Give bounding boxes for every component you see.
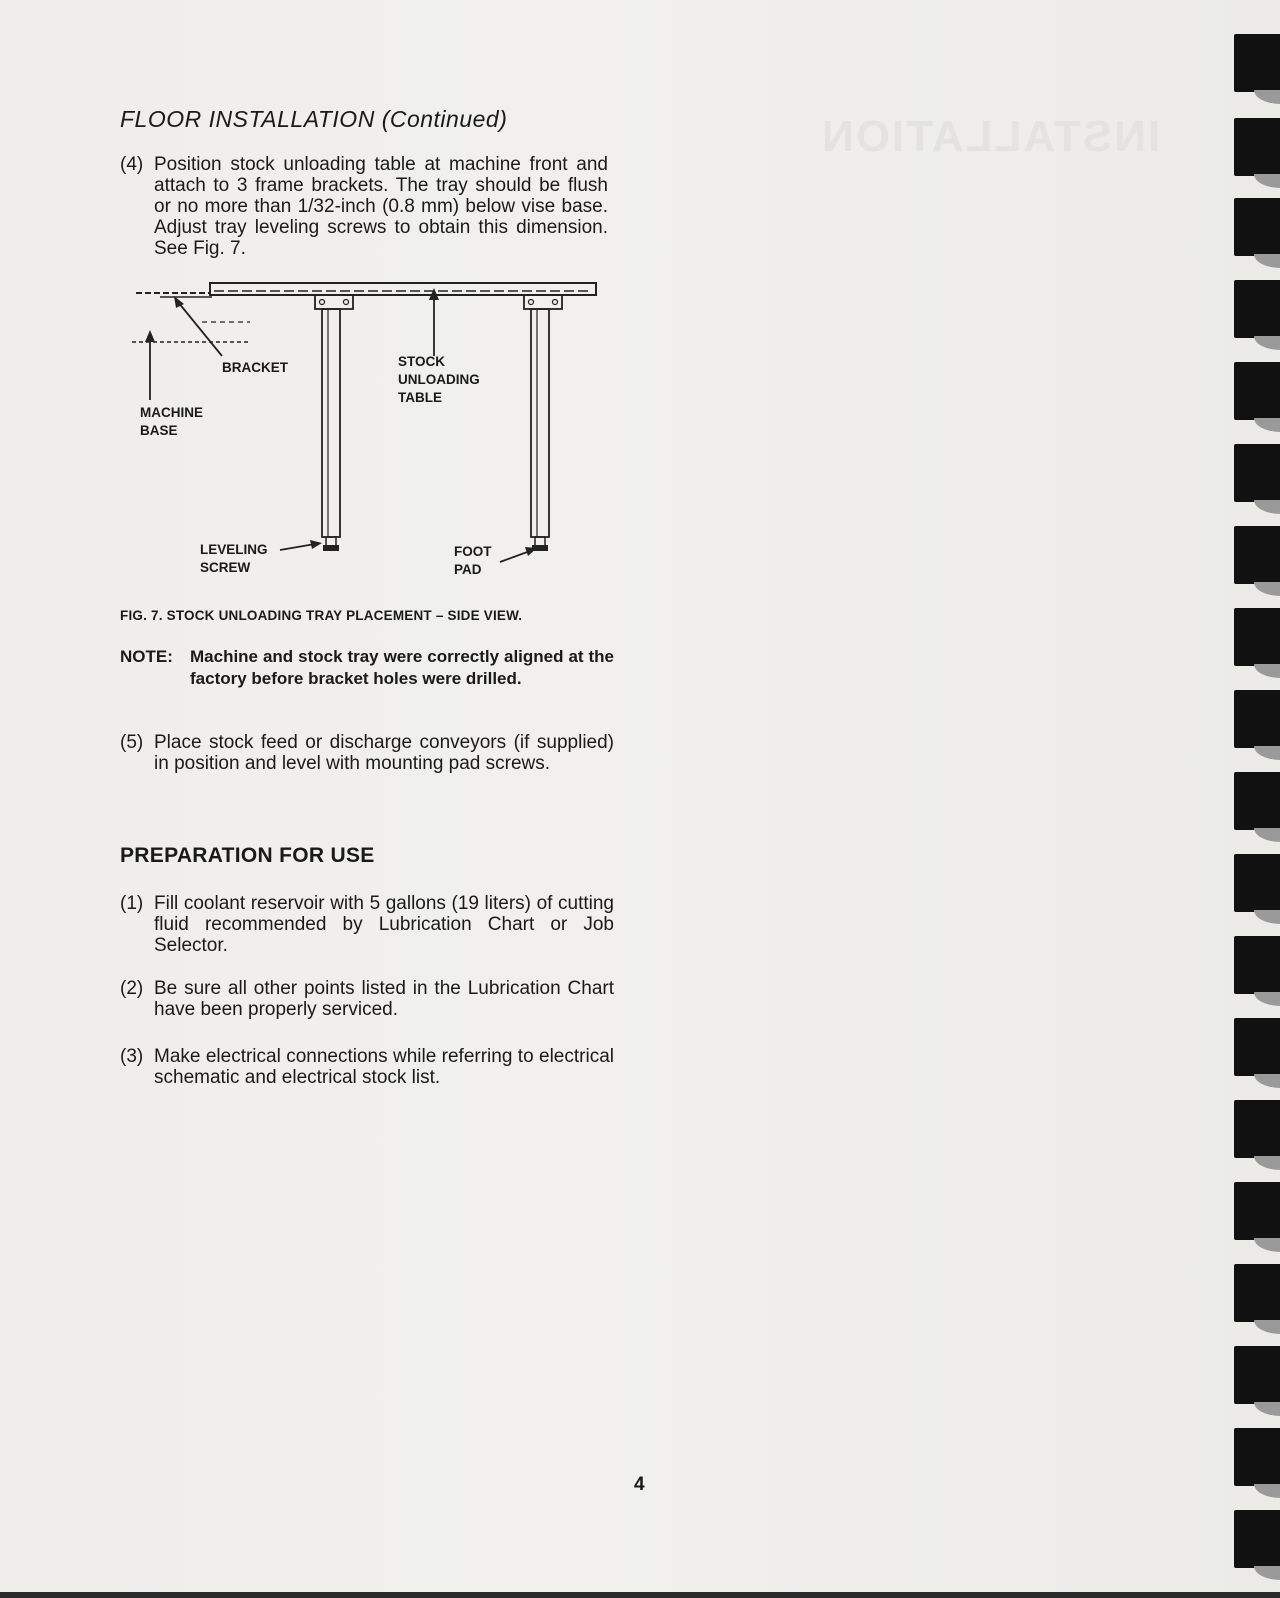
note-label: NOTE: [120, 647, 173, 666]
binding-tab [1234, 118, 1280, 176]
tray-outline [210, 283, 596, 295]
step-5-number: (5) [120, 732, 144, 753]
label-stock-2: UNLOADING [398, 372, 480, 387]
binding-tab [1234, 936, 1280, 994]
step-4 [120, 154, 608, 259]
prep-item-2 [120, 978, 614, 1020]
page-number: 4 [634, 1474, 645, 1495]
binding-tab [1234, 280, 1280, 338]
label-bracket: BRACKET [222, 360, 288, 375]
section-title: PREPARATION FOR USE [120, 844, 375, 867]
section-header [120, 106, 620, 133]
binding-tab [1234, 1428, 1280, 1486]
preparation-section [120, 844, 620, 868]
foot-leader [500, 551, 530, 562]
figure-caption-block [120, 608, 620, 623]
label-leveling-2: SCREW [200, 560, 251, 575]
bleed-through-text: INSTALLATION [820, 112, 1161, 161]
prep-item-1-text: Fill coolant reservoir with 5 gallons (19 liters) of cutting fluid recommended by Lubrication Chart or Job Selector. [154, 893, 614, 956]
left-leveling-screw [323, 545, 339, 551]
binding-tab [1234, 1182, 1280, 1240]
prep-item-3-text: Make electrical connections while referring to electrical schematic and electrical stock list. [154, 1046, 614, 1088]
note-text: Machine and stock tray were correctly aligned at the factory before bracket holes were drilled. [190, 647, 614, 688]
bracket-right [524, 295, 562, 309]
binding-tab [1234, 1018, 1280, 1076]
binding-tab [1234, 608, 1280, 666]
label-foot-1: FOOT [454, 544, 492, 559]
step-5 [120, 732, 614, 774]
binding-tab [1234, 1264, 1280, 1322]
prep-item-1-number: (1) [120, 893, 144, 914]
leveling-leader [280, 544, 315, 550]
step-4-number: (4) [120, 154, 144, 175]
note-block [120, 646, 614, 690]
left-leg [322, 309, 340, 537]
prep-item-2-text: Be sure all other points listed in the Lubrication Chart have been properly serviced. [154, 978, 614, 1020]
binding-tab [1234, 1100, 1280, 1158]
binding-tab [1234, 198, 1280, 256]
prep-item-3 [120, 1046, 614, 1088]
prep-item-3-number: (3) [120, 1046, 144, 1067]
prep-item-1 [120, 893, 614, 956]
label-stock-1: STOCK [398, 354, 446, 369]
binding-tab [1234, 362, 1280, 420]
bracket-leader [178, 302, 222, 356]
binding-edge [1234, 0, 1280, 1598]
step-4-text: Position stock unloading table at machine front and attach to 3 frame brackets. The tray should be flush or no more than 1/32-inch (0.8 mm) below vise base. Adjust tray leveling screws to obtain this dimension. See Fig. 7. [154, 154, 608, 259]
right-leg [531, 309, 549, 537]
label-machine-1: MACHINE [140, 405, 203, 420]
binding-tab [1234, 34, 1280, 92]
binding-tab [1234, 526, 1280, 584]
binding-tab [1234, 854, 1280, 912]
page-bottom-edge [0, 1592, 1280, 1598]
bracket-left [315, 295, 353, 309]
fig-7-diagram [130, 278, 610, 588]
binding-tab [1234, 1346, 1280, 1404]
label-stock-3: TABLE [398, 390, 442, 405]
step-5-text: Place stock feed or discharge conveyors (if supplied) in position and level with mounting pad screws. [154, 732, 614, 774]
label-leveling-1: LEVELING [200, 542, 268, 557]
binding-tab [1234, 690, 1280, 748]
binding-tab [1234, 1510, 1280, 1568]
figure-caption: FIG. 7. STOCK UNLOADING TRAY PLACEMENT – SIDE VIEW. [120, 608, 523, 623]
binding-tab [1234, 444, 1280, 502]
label-machine-2: BASE [140, 423, 178, 438]
prep-item-2-number: (2) [120, 978, 144, 999]
binding-tab [1234, 772, 1280, 830]
page-heading: FLOOR INSTALLATION (Continued) [120, 106, 508, 132]
label-foot-2: PAD [454, 562, 482, 577]
